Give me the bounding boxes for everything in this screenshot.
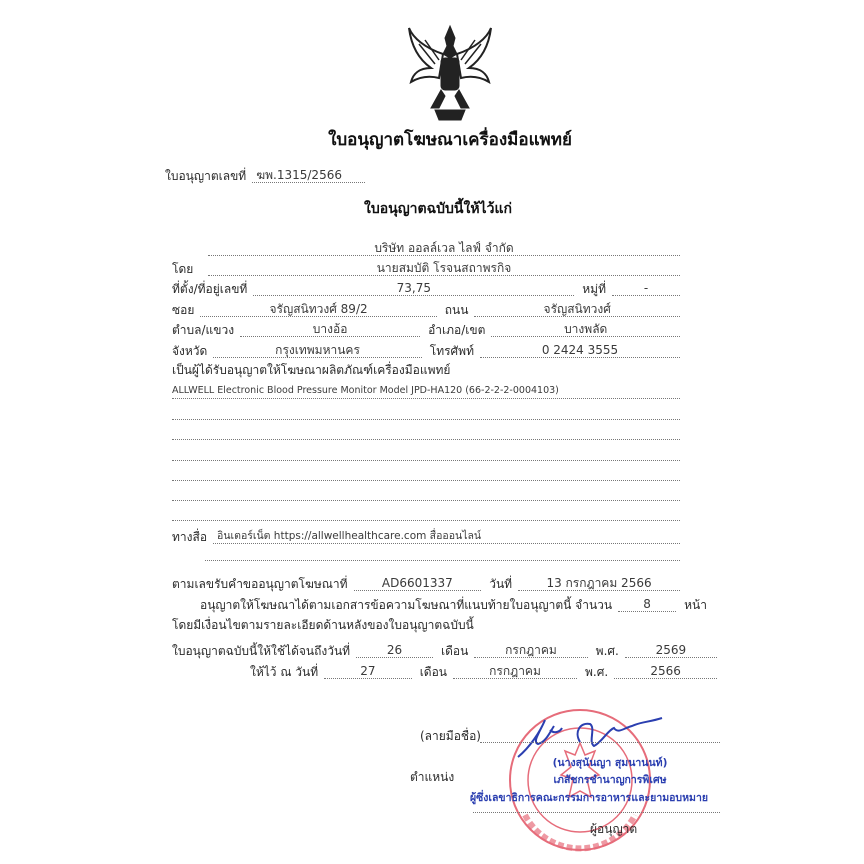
issued-label: ให้ไว้ ณ วันที่: [249, 665, 319, 679]
moo-value: -: [612, 281, 680, 296]
request-date-value: 13 กรกฎาคม 2566: [518, 576, 680, 591]
address-no-label: ที่ตั้ง/ที่อยู่เลขที่: [172, 282, 248, 296]
phone-label: โทรศัพท์: [429, 344, 474, 358]
media-row: [172, 528, 680, 544]
license-no-row: [165, 167, 365, 183]
media-label: ทางสื่อ: [172, 530, 208, 544]
signer-authority: ผู้ซึ่งเลขาธิการคณะกรรมการอาหารและยามอบหมาย: [470, 792, 708, 804]
signer-name: (นางสุนันญา สุมนานนท์): [552, 757, 668, 769]
request-label: ตามเลขรับคำขออนุญาตโฆษณาที่: [172, 577, 348, 591]
product-value: ALLWELL Electronic Blood Pressure Monitor Model JPD-HA120 (66-2-2-2-0004103): [172, 385, 559, 396]
pages-label: อนุญาตให้โฆษณาได้ตามเอกสารข้อความโฆษณาที่แนบท้ายใบอนุญาตนี้ จำนวน: [200, 598, 613, 612]
license-no-value: ฆพ.1315/2566: [252, 168, 365, 183]
soi-value: จรัญสนิทวงศ์ 89/2: [200, 302, 436, 317]
issued-year-label: พ.ศ.: [585, 665, 609, 679]
product-label: เป็นผู้ได้รับอนุญาตให้โฆษณาผลิตภัณฑ์เครื่องมือแพทย์: [172, 363, 451, 377]
district-label: อำเภอ/เขต: [428, 323, 486, 337]
province-value: กรุงเทพมหานคร: [213, 343, 421, 358]
valid-month: กรกฎาคม: [474, 643, 587, 658]
document-title: ใบอนุญาตโฆษณาเครื่องมือแพทย์: [328, 130, 572, 150]
soi-row: [172, 301, 680, 317]
pages-value: 8: [618, 597, 676, 612]
province-row: [172, 342, 680, 358]
pages-unit: หน้า: [684, 598, 707, 612]
pages-row: [200, 596, 720, 612]
position-label: ตำแหน่ง: [410, 770, 455, 784]
phone-value: 0 2424 3555: [480, 343, 680, 358]
issued-month: กรกฎาคม: [453, 664, 577, 679]
valid-row: [172, 642, 717, 658]
company-name: บริษัท ออลล์เวล ไลฟ์ จำกัด: [208, 241, 680, 256]
issued-row: [250, 663, 717, 679]
subtitle: ใบอนุญาตฉบับนี้ให้ไว้แก่: [364, 201, 512, 217]
issued-year: 2566: [614, 664, 717, 679]
subdistrict-label: ตำบล/แขวง: [172, 323, 235, 337]
garuda-emblem: [405, 24, 495, 122]
moo-label: หมู่ที่: [582, 282, 606, 296]
road-label: ถนน: [444, 303, 469, 317]
subdistrict-row: [172, 321, 680, 337]
valid-month-label: เดือน: [441, 644, 469, 658]
request-number: AD6601337: [354, 576, 482, 591]
company-row: [172, 240, 680, 256]
district-value: บางพลัด: [491, 322, 680, 337]
licensor-label: ผู้อนุญาต: [590, 822, 638, 836]
by-row: [172, 260, 680, 276]
valid-year: 2569: [625, 643, 717, 658]
valid-year-label: พ.ศ.: [595, 644, 619, 658]
by-label: โดย: [172, 262, 194, 276]
address-no-value: 73,75: [253, 281, 574, 296]
by-value: นายสมบัติ โรจนสถาพรกิจ: [208, 261, 680, 276]
province-label: จังหวัด: [172, 344, 208, 358]
condition-text: โดยมีเงื่อนไขตามรายละเอียดด้านหลังของใบอนุญาตฉบับนี้: [172, 618, 474, 632]
subdistrict-value: บางอ้อ: [240, 322, 420, 337]
soi-label: ซอย: [172, 303, 195, 317]
signer-title: เภสัชกรชำนาญการพิเศษ: [553, 774, 667, 786]
signature-label: (ลายมือชื่อ): [420, 729, 481, 743]
issued-day: 27: [324, 664, 412, 679]
issued-month-label: เดือน: [419, 665, 448, 679]
license-no-label: ใบอนุญาตเลขที่: [165, 169, 247, 183]
request-date-label: วันที่: [489, 577, 513, 591]
address-no-row: [172, 280, 680, 296]
request-row: [172, 575, 680, 591]
road-value: จรัญสนิทวงศ์: [474, 302, 680, 317]
valid-until-label: ใบอนุญาตฉบับนี้ให้ใช้ได้จนถึงวันที่: [172, 644, 351, 658]
valid-day: 26: [356, 643, 433, 658]
media-value: อินเตอร์เน็ต https://allwellhealthcare.com สื่อออนไลน์: [213, 529, 680, 544]
